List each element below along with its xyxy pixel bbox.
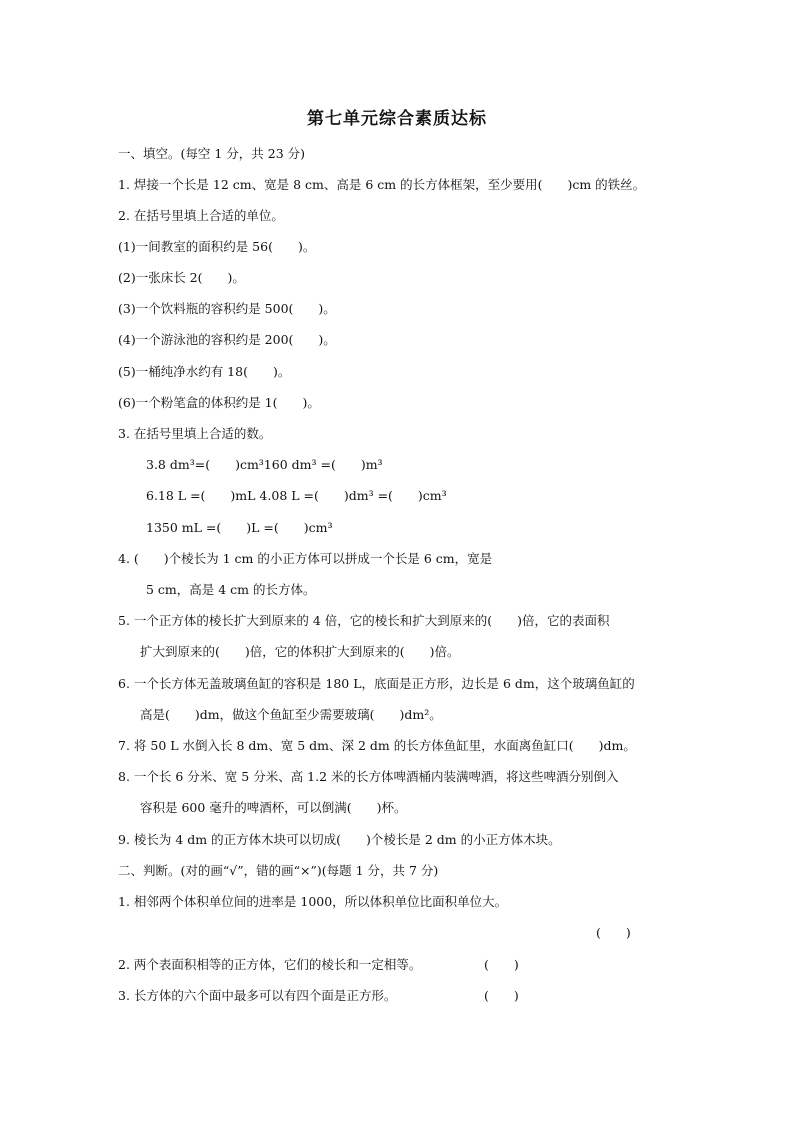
question-2-3: 3. 长方体的六个面中最多可以有四个面是正方形。: [118, 988, 397, 1003]
question-1-2-item: (1)一间教室的面积约是 56( )。: [118, 239, 316, 254]
question-1-2-item: (4)一个游泳池的容积约是 200( )。: [118, 332, 336, 347]
question-1-3-stem: 3. 在括号里填上合适的数。: [118, 426, 272, 441]
question-1-1: 1. 焊接一个长是 12 cm、宽是 8 cm、高是 6 cm 的长方体框架，至少要用( )cm 的铁丝。: [118, 177, 646, 192]
answer-paren: ( ): [484, 988, 519, 1003]
question-1-3-row: 3.8 dm³=( )cm³160 dm³ =( )m³: [146, 457, 383, 472]
question-1-2-item: (5)一桶纯净水约有 18( )。: [118, 364, 291, 379]
question-1-9: 9. 棱长为 4 dm 的正方体木块可以切成( )个棱长是 2 dm 的小正方体木块。: [118, 832, 561, 847]
question-1-5-line2: 扩大到原来的( )倍，它的体积扩大到原来的( )倍。: [140, 644, 460, 659]
question-1-2-item: (6)一个粉笔盒的体积约是 1( )。: [118, 395, 320, 410]
question-1-8-line1: 8. 一个长 6 分米、宽 5 分米、高 1.2 米的长方体啤酒桶内装满啤酒，将这些啤酒分别倒入: [118, 769, 619, 784]
question-1-2-stem: 2. 在括号里填上合适的单位。: [118, 208, 284, 223]
question-2-1: 1. 相邻两个体积单位间的进率是 1000，所以体积单位比面积单位大。: [118, 894, 508, 909]
page-title: 第七单元综合素质达标: [307, 109, 487, 129]
question-1-4-line2: 5 cm，高是 4 cm 的长方体。: [146, 582, 316, 597]
question-1-2-item: (2)一张床长 2( )。: [118, 270, 245, 285]
question-1-3-row: 6.18 L =( )mL 4.08 L =( )dm³ =( )cm³: [146, 488, 447, 503]
section-2-heading: 二、判断。(对的画“√”，错的画“×”)(每题 1 分，共 7 分): [118, 863, 439, 878]
question-1-3-row: 1350 mL =( )L =( )cm³: [146, 520, 333, 535]
question-1-6-line2: 高是( )dm，做这个鱼缸至少需要玻璃( )dm²。: [140, 707, 442, 722]
question-1-4-line1: 4. ( )个棱长为 1 cm 的小正方体可以拼成一个长是 6 cm，宽是: [118, 551, 493, 566]
question-1-6-line1: 6. 一个长方体无盖玻璃鱼缸的容积是 180 L，底面是正方形，边长是 6 dm，这个玻璃鱼缸的: [118, 676, 635, 691]
question-2-2: 2. 两个表面积相等的正方体，它们的棱长和一定相等。: [118, 957, 422, 972]
question-1-8-line2: 容积是 600 毫升的啤酒杯，可以倒满( )杯。: [140, 800, 407, 815]
question-1-7: 7. 将 50 L 水倒入长 8 dm、宽 5 dm、深 2 dm 的长方体鱼缸里，水面离鱼缸口( )dm。: [118, 738, 636, 753]
answer-paren: ( ): [484, 957, 519, 972]
question-1-2-item: (3)一个饮料瓶的容积约是 500( )。: [118, 301, 336, 316]
question-1-5-line1: 5. 一个正方体的棱长扩大到原来的 4 倍，它的棱长和扩大到原来的( )倍，它的表面积: [118, 613, 610, 628]
section-1-heading: 一、填空。(每空 1 分，共 23 分): [118, 146, 306, 161]
answer-paren: ( ): [596, 925, 631, 940]
